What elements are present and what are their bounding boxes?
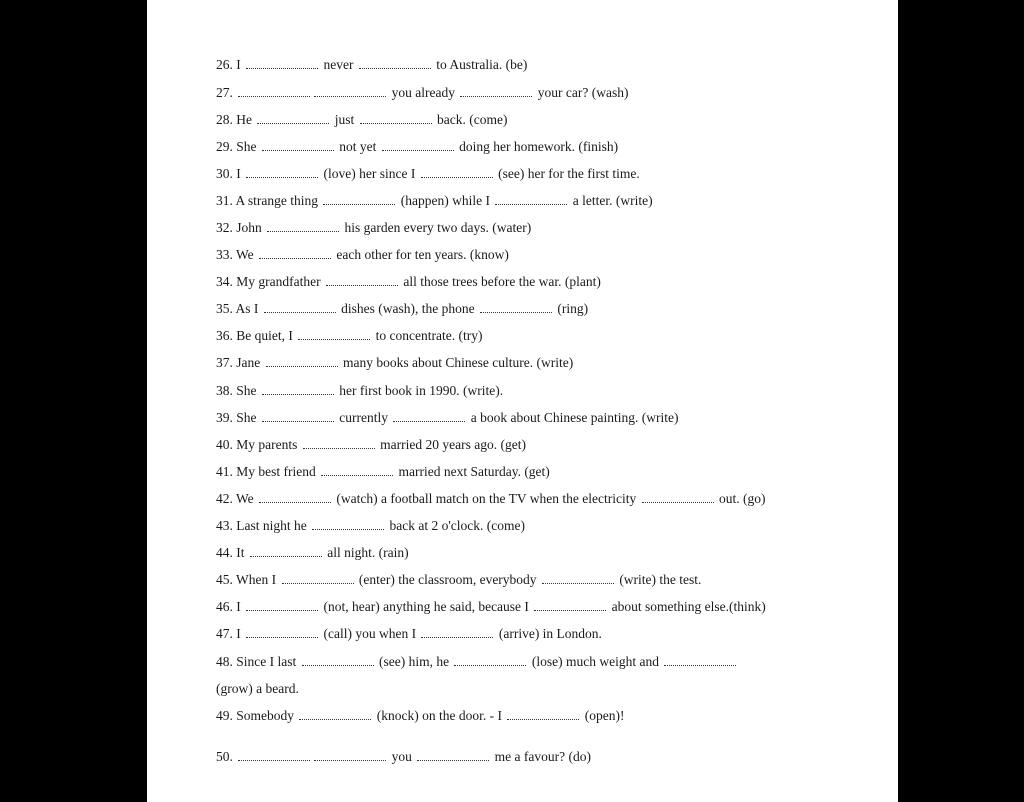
answer-blank[interactable]	[238, 86, 310, 97]
exercise-text: each other for ten years. (know)	[333, 247, 509, 262]
exercise-number: 40.	[216, 437, 237, 452]
answer-blank[interactable]	[246, 627, 318, 638]
exercise-number: 28.	[216, 112, 237, 127]
exercise-text: all night. (rain)	[323, 545, 409, 560]
answer-blank[interactable]	[393, 411, 465, 422]
exercise-text: (write) the test.	[615, 572, 702, 587]
answer-blank[interactable]	[326, 275, 398, 286]
exercise-text: She	[236, 139, 260, 154]
answer-blank[interactable]	[314, 750, 386, 761]
exercise-number: 50.	[216, 749, 237, 764]
exercise-text: A strange thing	[235, 193, 322, 208]
answer-blank[interactable]	[321, 465, 393, 476]
answer-blank[interactable]	[312, 519, 384, 530]
exercise-text: He	[236, 112, 256, 127]
answer-blank[interactable]	[302, 655, 374, 666]
exercise-text: a book about Chinese painting. (write)	[467, 410, 679, 425]
exercise-line	[216, 355, 573, 371]
exercise-text: My parents	[236, 437, 301, 452]
exercise-text: We	[236, 491, 258, 506]
answer-blank[interactable]	[421, 627, 493, 638]
exercise-line	[216, 654, 738, 670]
answer-blank[interactable]	[259, 248, 331, 259]
exercise-number: 41.	[216, 464, 237, 479]
exercise-number: 44.	[216, 545, 237, 560]
answer-blank[interactable]	[246, 167, 318, 178]
answer-blank[interactable]	[382, 140, 454, 151]
answer-blank[interactable]	[257, 113, 329, 124]
exercise-text: (call) you when I	[320, 626, 420, 641]
exercise-number: 30.	[216, 166, 237, 181]
exercise-text: Since I last	[236, 654, 300, 669]
exercise-line	[216, 383, 503, 399]
exercise-text: you	[388, 749, 416, 764]
exercise-line	[216, 193, 653, 209]
exercise-number: 36.	[216, 328, 237, 343]
exercise-text: Jane	[236, 355, 264, 370]
exercise-line	[216, 301, 588, 317]
exercise-line	[216, 491, 765, 507]
exercise-text: I	[236, 599, 245, 614]
exercise-text: (knock) on the door. - I	[373, 708, 506, 723]
exercise-line	[216, 749, 591, 765]
exercise-text: My best friend	[236, 464, 320, 479]
exercise-text: (see) her for the first time.	[494, 166, 640, 181]
exercise-text: She	[236, 410, 260, 425]
exercise-text: I	[236, 166, 245, 181]
answer-blank[interactable]	[360, 113, 432, 124]
answer-blank[interactable]	[495, 194, 567, 205]
exercise-text: I	[236, 626, 245, 641]
exercise-text: your car? (wash)	[534, 85, 629, 100]
answer-blank[interactable]	[262, 140, 334, 151]
exercise-number: 39.	[216, 410, 237, 425]
exercise-number: 43.	[216, 518, 237, 533]
exercise-number: 32.	[216, 220, 237, 235]
exercise-line	[216, 545, 409, 561]
exercise-text: currently	[335, 410, 392, 425]
exercise-text: Be quiet, I	[236, 328, 297, 343]
exercise-text: her first book in 1990. (write).	[335, 383, 504, 398]
exercise-text: We	[236, 247, 258, 262]
exercise-text: just	[331, 112, 358, 127]
exercise-text: (lose) much weight and	[528, 654, 663, 669]
exercise-text: I	[236, 57, 245, 72]
exercise-text: (open)!	[581, 708, 625, 723]
exercise-text: never	[320, 57, 357, 72]
answer-blank[interactable]	[460, 86, 532, 97]
answer-blank[interactable]	[266, 356, 338, 367]
answer-blank[interactable]	[246, 600, 318, 611]
exercise-text: a letter. (write)	[569, 193, 653, 208]
exercise-text: My grandfather	[236, 274, 324, 289]
answer-blank[interactable]	[259, 492, 331, 503]
answer-blank[interactable]	[282, 573, 354, 584]
exercise-text: When I	[236, 572, 280, 587]
exercise-line	[216, 166, 640, 182]
exercise-text: (enter) the classroom, everybody	[355, 572, 540, 587]
exercise-number: 27.	[216, 85, 237, 100]
answer-blank[interactable]	[454, 655, 526, 666]
exercise-text: about something else.(think)	[608, 599, 766, 614]
answer-blank[interactable]	[664, 655, 736, 666]
exercise-text: (grow) a beard.	[216, 681, 299, 696]
exercise-text: to concentrate. (try)	[372, 328, 483, 343]
answer-blank[interactable]	[323, 194, 395, 205]
exercise-text: back at 2 o'clock. (come)	[386, 518, 525, 533]
exercise-number: 35.	[216, 301, 236, 316]
exercise-line	[216, 247, 509, 263]
exercise-line	[216, 112, 507, 128]
exercise-text: married 20 years ago. (get)	[376, 437, 526, 452]
exercise-text: doing her homework. (finish)	[455, 139, 619, 154]
exercise-text: She	[236, 383, 260, 398]
exercise-line	[216, 220, 531, 236]
exercise-line	[216, 410, 678, 426]
exercise-line	[216, 328, 482, 344]
exercise-line	[216, 437, 526, 453]
exercise-text: (not, hear) anything he said, because I	[320, 599, 533, 614]
exercise-line	[216, 464, 550, 480]
exercise-line	[216, 572, 701, 588]
exercise-number: 49.	[216, 708, 237, 723]
exercise-number: 31.	[216, 193, 236, 208]
exercise-number: 42.	[216, 491, 237, 506]
exercise-text: It	[236, 545, 248, 560]
answer-blank[interactable]	[264, 302, 336, 313]
exercise-number: 33.	[216, 247, 237, 262]
exercise-text: many books about Chinese culture. (write)	[339, 355, 574, 370]
answer-blank[interactable]	[250, 546, 322, 557]
exercise-text: all those trees before the war. (plant)	[399, 274, 601, 289]
exercise-text: (arrive) in London.	[495, 626, 602, 641]
answer-blank[interactable]	[542, 573, 614, 584]
exercise-text: (watch) a football match on the TV when the electricity	[333, 491, 640, 506]
answer-blank[interactable]	[262, 411, 334, 422]
exercise-line	[216, 139, 618, 155]
exercise-number: 37.	[216, 355, 237, 370]
exercise-line	[216, 518, 525, 534]
exercise-number: 46.	[216, 599, 237, 614]
exercise-text: his garden every two days. (water)	[341, 220, 532, 235]
exercise-text: As I	[235, 301, 262, 316]
exercise-text: (love) her since I	[320, 166, 419, 181]
exercise-line	[216, 274, 601, 290]
exercise-text: (see) him, he	[375, 654, 453, 669]
exercise-text: married next Saturday. (get)	[395, 464, 550, 479]
exercise-number: 29.	[216, 139, 237, 154]
exercise-line	[216, 708, 624, 724]
exercise-line	[216, 85, 628, 101]
exercise-text: back. (come)	[433, 112, 508, 127]
worksheet-page	[147, 0, 898, 802]
exercise-line	[216, 626, 602, 642]
exercise-text: John	[236, 220, 266, 235]
answer-blank[interactable]	[238, 750, 310, 761]
exercise-number: 34.	[216, 274, 237, 289]
answer-blank[interactable]	[359, 58, 431, 69]
exercise-number: 47.	[216, 626, 237, 641]
answer-blank[interactable]	[267, 221, 339, 232]
answer-blank[interactable]	[262, 384, 334, 395]
exercise-text: not yet	[335, 139, 380, 154]
answer-blank[interactable]	[299, 709, 371, 720]
exercise-number: 38.	[216, 383, 237, 398]
answer-blank[interactable]	[246, 58, 318, 69]
exercise-text: to Australia. (be)	[432, 57, 528, 72]
answer-blank[interactable]	[480, 302, 552, 313]
exercise-number: 48.	[216, 654, 237, 669]
answer-blank[interactable]	[421, 167, 493, 178]
exercise-text: (happen) while I	[397, 193, 494, 208]
exercise-text: dishes (wash), the phone	[337, 301, 478, 316]
exercise-text: out. (go)	[715, 491, 766, 506]
exercise-text: Last night he	[236, 518, 311, 533]
answer-blank[interactable]	[507, 709, 579, 720]
exercise-text: Somebody	[236, 708, 298, 723]
exercise-line	[216, 599, 766, 615]
exercise-number: 45.	[216, 572, 237, 587]
answer-blank[interactable]	[417, 750, 489, 761]
answer-blank[interactable]	[298, 329, 370, 340]
exercise-number: 26.	[216, 57, 237, 72]
exercise-text: you already	[388, 85, 459, 100]
exercise-text: me a favour? (do)	[491, 749, 591, 764]
exercise-line	[216, 57, 527, 73]
answer-blank[interactable]	[534, 600, 606, 611]
answer-blank[interactable]	[303, 438, 375, 449]
exercise-line	[216, 681, 299, 697]
exercise-text: (ring)	[554, 301, 589, 316]
answer-blank[interactable]	[314, 86, 386, 97]
answer-blank[interactable]	[642, 492, 714, 503]
